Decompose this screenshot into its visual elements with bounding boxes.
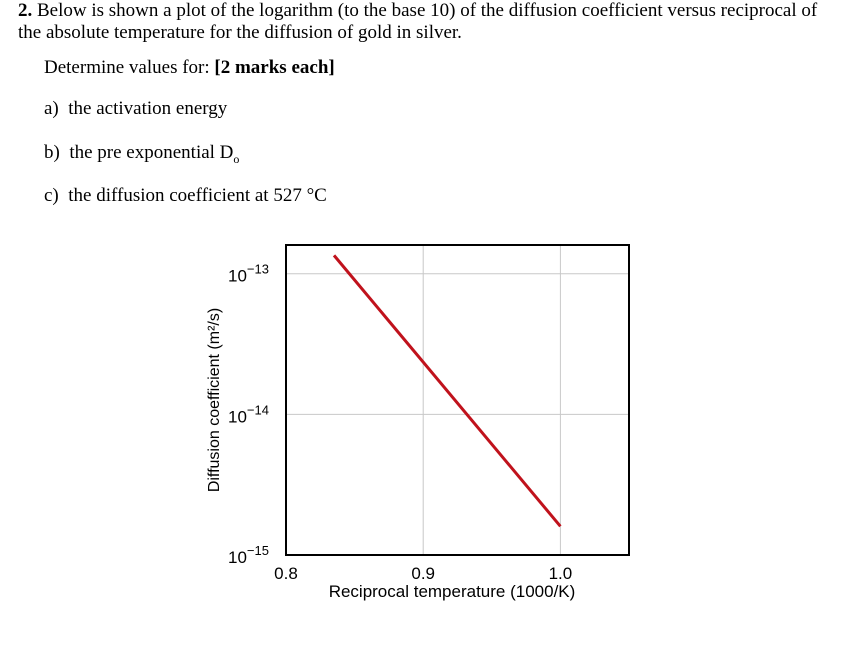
series-group (334, 255, 560, 526)
part-b-subscript: o (233, 151, 240, 166)
y-tick-label: $10^{-15}$ (228, 543, 269, 567)
plot-frame (286, 245, 629, 555)
part-b-label: b) (44, 142, 60, 163)
x-tick-label: 0.9 (411, 564, 436, 583)
x-tick-label: 0.8 (274, 564, 298, 583)
y-tick-label: $10^{-13}$ (228, 261, 269, 286)
question-text: Below is shown a plot of the logarithm (to the base 10) of the diffusion coefficient versus reciprocal of the absolute temperature for the diffusion of gold in silver. (18, 0, 818, 43)
part-c-text: the diffusion coefficient at 527 °C (68, 185, 327, 206)
x-tick-labels (274, 564, 572, 583)
part-a-text: the activation energy (68, 98, 228, 119)
y-tick-labels (228, 262, 269, 567)
determine-prefix: Determine values for: (44, 57, 215, 78)
x-axis-label: Reciprocal temperature (1000/K) (328, 582, 576, 601)
y-tick-label: $10^{-14}$ (228, 402, 269, 427)
part-b-text: the pre exponential D (69, 142, 234, 163)
chart-grid (286, 245, 629, 555)
question-number: 2. (18, 0, 33, 21)
series-line (334, 255, 560, 526)
part-a-label: a) (44, 98, 59, 119)
x-tick-label: 1.0 (548, 564, 573, 583)
part-c-label: c) (44, 185, 59, 206)
y-axis-label: Diffusion coefficient (m²/s) (206, 307, 223, 493)
marks-note: [2 marks each] (214, 57, 335, 78)
